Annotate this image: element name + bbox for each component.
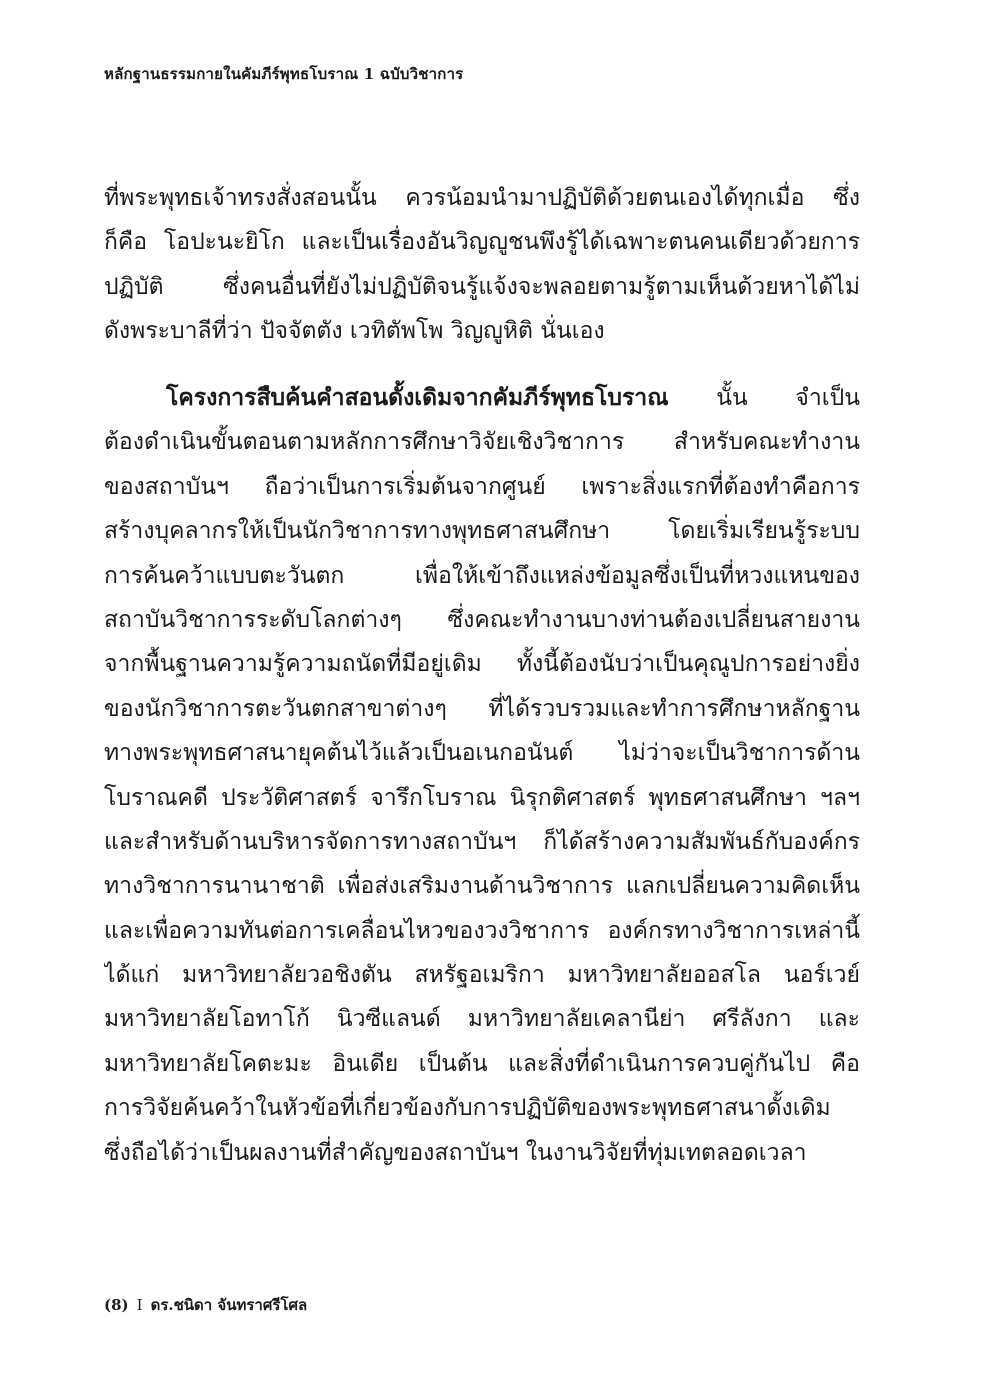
paragraph-1-line: ก็คือ โอปะนะยิโก และเป็นเรื่องอันวิญญูชนพึงรู้ได้เฉพาะตนคนเดียวด้วยการ <box>104 229 860 256</box>
paragraph-1 <box>104 176 860 354</box>
page-number: (8) <box>104 1296 129 1314</box>
paragraph-2-lead-rest: นั้น จำเป็น <box>668 385 860 411</box>
paragraph-2-line: โบราณคดี ประวัติศาสตร์ จารึกโบราณ นิรุกติศาสตร์ พุทธศาสนศึกษา ฯลฯ <box>104 784 860 811</box>
paragraph-2-line: ทางพระพุทธศาสนายุคต้นไว้แล้วเป็นอเนกอนันต์ ไม่ว่าจะเป็นวิชาการด้าน <box>104 740 860 767</box>
paragraph-2-line: และสำหรับด้านบริหารจัดการทางสถาบันฯ ก็ได้สร้างความสัมพันธ์กับองค์กร <box>104 828 860 855</box>
paragraph-2-line: สร้างบุคลากรให้เป็นนักวิชาการทางพุทธศาสนศึกษา โดยเริ่มเรียนรู้ระบบ <box>104 518 860 545</box>
paragraph-2-line: ได้แก่ มหาวิทยาลัยวอชิงตัน สหรัฐอเมริกา มหาวิทยาลัยออสโล นอร์เวย์ <box>104 962 860 989</box>
paragraph-2 <box>104 376 860 1175</box>
paragraph-2-line: ของนักวิชาการตะวันตกสาขาต่างๆ ที่ได้รวบรวมและทำการศึกษาหลักฐาน <box>104 695 860 722</box>
paragraph-2-line: ต้องดำเนินขั้นตอนตามหลักการศึกษาวิจัยเชิงวิชาการ สำหรับคณะทำงาน <box>104 429 860 456</box>
author-name: ดร.ชนิดา จันทราศรีโศล <box>150 1296 308 1314</box>
paragraph-2-line: มหาวิทยาลัยโอทาโก้ นิวซีแลนด์ มหาวิทยาลัยเคลานีย่า ศรีลังกา และ <box>104 1006 860 1033</box>
running-header: หลักฐานธรรมกายในคัมภีร์พุทธโบราณ 1 ฉบับวิชาการ <box>104 65 464 83</box>
paragraph-2-line: มหาวิทยาลัยโคตะมะ อินเดีย เป็นต้น และสิ่งที่ดำเนินการควบคู่กันไป คือ <box>104 1050 860 1077</box>
paragraph-2-line: การวิจัยค้นคว้าในหัวข้อที่เกี่ยวข้องกับการปฏิบัติของพระพุทธศาสนาดั้งเดิม <box>104 1095 831 1122</box>
paragraph-2-line: ทางวิชาการนานาชาติ เพื่อส่งเสริมงานด้านวิชาการ แลกเปลี่ยนความคิดเห็น <box>104 873 860 900</box>
paragraph-2-line: และเพื่อความทันต่อการเคลื่อนไหวของวงวิชาการ องค์กรทางวิชาการเหล่านี้ <box>104 917 860 944</box>
project-title-bold: โครงการสืบค้นคำสอนดั้งเดิมจากคัมภีร์พุทธโบราณ <box>166 385 669 411</box>
paragraph-2-line: การค้นคว้าแบบตะวันตก เพื่อให้เข้าถึงแหล่งข้อมูลซึ่งเป็นที่หวงแหนของ <box>104 562 860 589</box>
paragraph-1-line: ที่พระพุทธเจ้าทรงสั่งสอนนั้น ควรน้อมนำมาปฏิบัติด้วยตนเองได้ทุกเมื่อ ซึ่ง <box>104 185 860 211</box>
paragraph-2-line: จากพื้นฐานความรู้ความถนัดที่มีอยู่เดิม ทั้งนี้ต้องนับว่าเป็นคุณูปการอย่างยิ่ง <box>104 651 860 678</box>
paragraph-2-first-line <box>104 376 860 420</box>
paragraph-2-line: ซึ่งถือได้ว่าเป็นผลงานที่สำคัญของสถาบันฯ ในงานวิจัยที่ทุ่มเทตลอดเวลา <box>104 1139 807 1166</box>
paragraph-2-line: สถาบันวิชาการระดับโลกต่างๆ ซึ่งคณะทำงานบางท่านต้องเปลี่ยนสายงาน <box>104 606 860 633</box>
footer-separator: I <box>136 1296 143 1314</box>
paragraph-1-line: ดังพระบาลีที่ว่า ปัจจัตตัง เวทิตัพโพ วิญญูหิติ นั่นเอง <box>104 318 605 345</box>
page-footer <box>104 1293 307 1317</box>
paragraph-1-line: ปฏิบัติ ซึ่งคนอื่นที่ยังไม่ปฏิบัติจนรู้แจ้งจะพลอยตามรู้ตามเห็นด้วยหาได้ไม่ <box>104 273 860 300</box>
paragraph-2-line: ของสถาบันฯ ถือว่าเป็นการเริ่มต้นจากศูนย์ เพราะสิ่งแรกที่ต้องทำคือการ <box>104 473 860 500</box>
